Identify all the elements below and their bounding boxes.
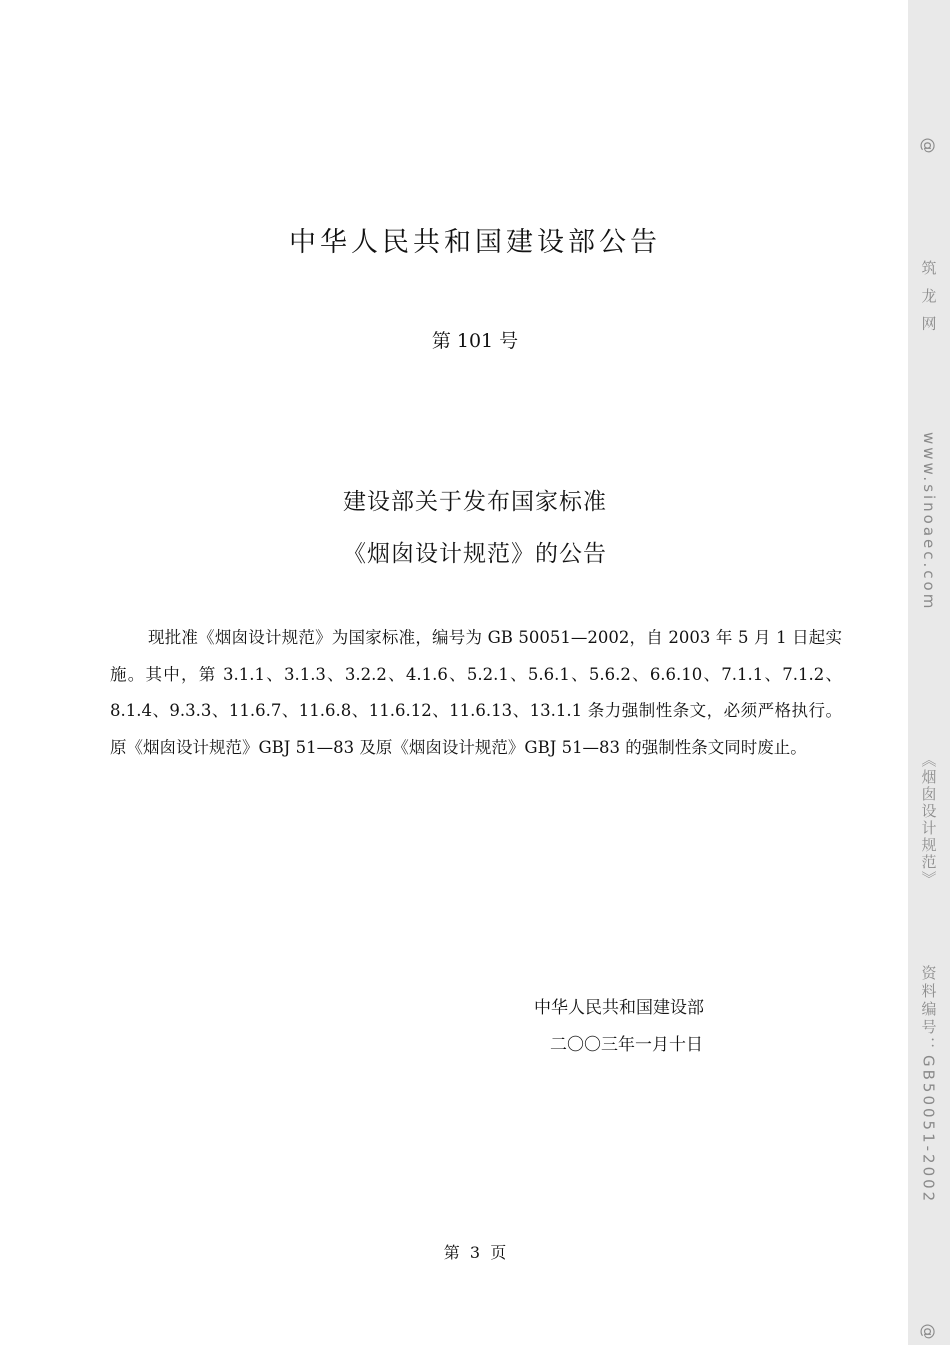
page-title: 中华人民共和国建设部公告 [289,227,661,258]
sidebar-doc-code [908,965,950,1204]
sidebar-site-name [908,260,950,335]
signature-organization: 中华人民共和国建设部 [534,998,704,1018]
sidebar-url [908,432,950,611]
signature-date: 二〇〇三年一月十日 [550,1035,703,1055]
doc-code-text: 资料编号：GB50051-2002 [919,965,938,1205]
page-number-footer: 第 3 页 [443,1243,507,1262]
announcement-body: 现批准《烟囱设计规范》为国家标准，编号为 GB 50051—2002，自 2003 年 5 月 1 日起实施。其中，第 3.1.1、3.1.3、3.2.2、4.1.6、5.2.1、5.6.1、5.6.2、6.6.10、7.1.1、7.1.2、8.1.4、9.3.3、11.6.7、11.6.8、11.6.12、11.6.13、13.1.1 条力强制性条文，必须严格执行。原《烟囱设计规范》GBJ 51—83 及原《烟囱设计规范》GBJ 51—83 的强制性条文同时废止。 [110,628,842,757]
subtitle-line-2: 《烟囱设计规范》的公告 [343,541,607,567]
site-name-text: 筑 龙 网 [919,260,938,335]
site-url-text: www.sinoaec.com [920,432,938,612]
doc-name-text: 《烟囱设计规范》 [919,752,938,888]
subtitle-line-1: 建设部关于发布国家标准 [343,489,607,515]
at-symbol-bottom: @ [919,1323,939,1340]
watermark-sidebar [908,0,950,1345]
sidebar-doc-name [908,752,950,888]
announcement-number: 第 101 号 [431,330,519,352]
sidebar-at-top [908,136,950,155]
sidebar-at-bottom [908,1322,950,1341]
at-symbol-top: @ [919,137,939,154]
